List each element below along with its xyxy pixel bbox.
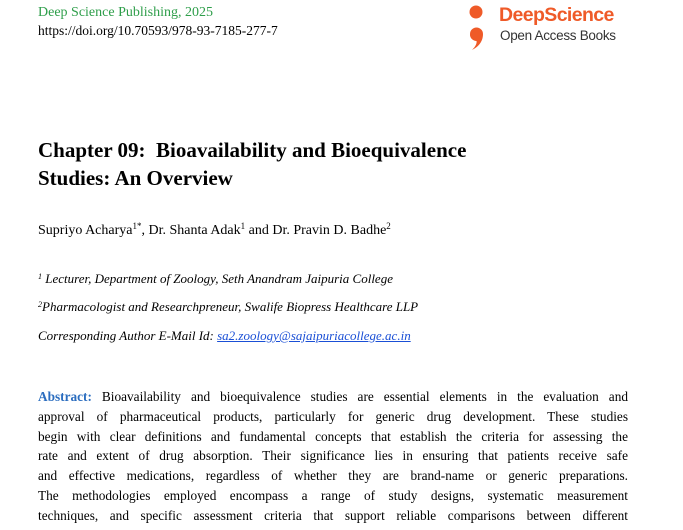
corresponding-label: Corresponding Author E-Mail Id:	[38, 328, 218, 343]
logo-subtitle: Open Access Books	[500, 28, 616, 43]
author-name: and Dr. Pravin D. Badhe	[245, 223, 387, 238]
author-list	[38, 222, 391, 240]
corresponding-author	[38, 328, 411, 344]
doi-line: https://doi.org/10.70593/978-93-7185-277-7	[38, 23, 278, 38]
author-superscript: 1*	[132, 221, 142, 231]
abstract-line: The methodologies employed encompass a range of study designs, systematic measurement	[38, 487, 628, 503]
title-line-1: Chapter 09: Bioavailability and Bioequivalence	[38, 138, 467, 162]
author-superscript: 2	[386, 221, 391, 231]
logo-name: DeepScience	[499, 4, 614, 26]
abstract-line: approval of pharmaceutical products, particularly for generic drug development. These studies	[38, 408, 628, 424]
abstract-line	[38, 387, 628, 407]
chapter-title	[38, 136, 638, 192]
logo-mark-icon	[468, 4, 486, 50]
abstract-text: Bioavailability and bioequivalence studies are essential elements in the evaluation and	[91, 389, 628, 404]
affiliation-1	[38, 271, 393, 287]
author-superscript: 1	[240, 221, 246, 231]
publisher-line: Deep Science Publishing, 2025	[38, 5, 213, 20]
author-name: , Dr. Shanta Adak	[141, 223, 241, 238]
affiliation-superscript: 2	[38, 300, 42, 309]
title-line-2: Studies: An Overview	[38, 166, 233, 190]
deepscience-logo	[468, 4, 630, 50]
author-name: Supriyo Acharya	[38, 223, 133, 238]
affiliation-text: Lecturer, Department of Zoology, Seth Anandram Jaipuria College	[42, 271, 393, 286]
abstract-line: techniques, and specific assessment criteria that support reliable comparisons between different	[38, 507, 628, 523]
abstract-line: rate and extent of drug absorption. Their significance lies in ensuring that patients receive safe	[38, 448, 628, 464]
abstract-paragraph	[38, 387, 628, 526]
abstract-line: begin with clear definitions and fundamental concepts that establish the criteria for assessing the	[38, 428, 628, 444]
affiliation-2	[38, 299, 418, 315]
affiliation-superscript: 1	[38, 272, 42, 281]
corresponding-email-link[interactable]: sa2.zoology@sajaipuriacollege.ac.in	[217, 328, 411, 343]
abstract-label: Abstract:	[38, 389, 92, 404]
affiliation-text: Pharmacologist and Researchpreneur, Swalife Biopress Healthcare LLP	[42, 299, 419, 314]
abstract-line: and effective medications, regardless of whether they are brand-name or generic preparations.	[38, 468, 628, 484]
